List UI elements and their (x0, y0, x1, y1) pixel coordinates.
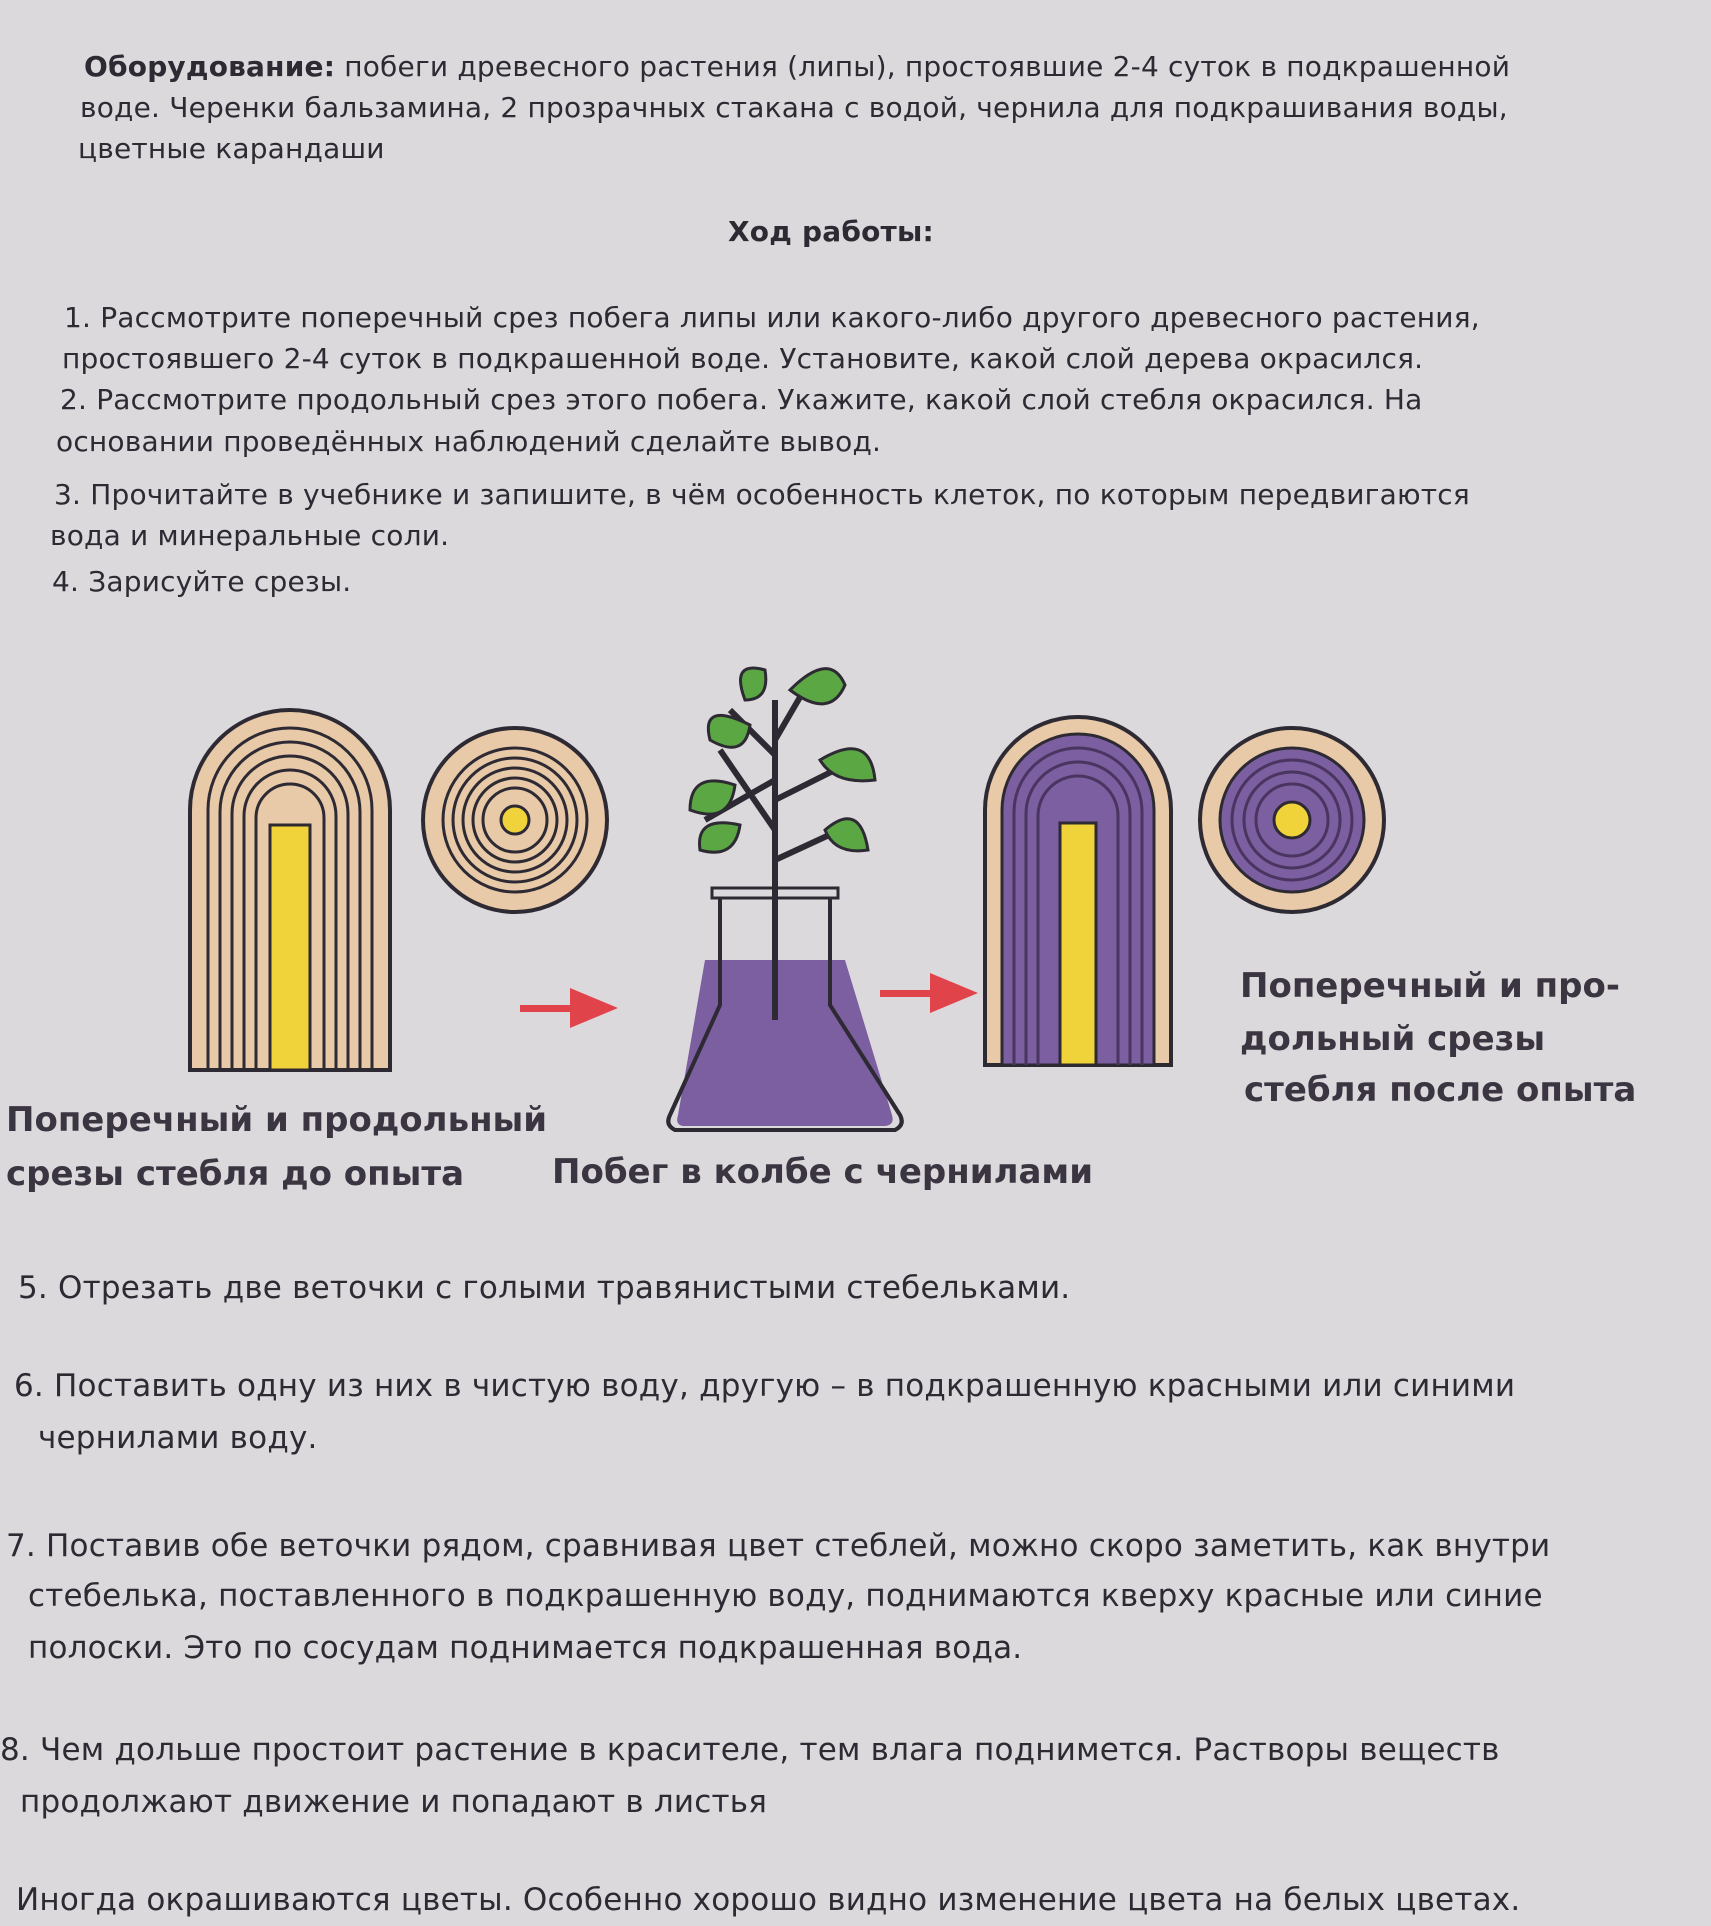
step-7-line-2: стебелька, поставленного в подкрашенную воду, поднимаются кверху красные или синие (28, 1578, 1543, 1614)
step-4: 4. Зарисуйте срезы. (52, 565, 352, 598)
step-2-line-2: основании проведённых наблюдений сделайте вывод. (56, 425, 882, 458)
cross-section-after (1200, 728, 1384, 912)
caption-before-line-2: срезы стебля до опыта (6, 1154, 465, 1194)
step-8-line-2: продолжают движение и попадают в листья (20, 1784, 768, 1820)
step-1-line-2: простоявшего 2-4 суток в подкрашенной воде. Установите, какой слой дерева окрасился. (62, 342, 1424, 375)
equipment-line-1 (84, 45, 1510, 89)
step-3-line-1: 3. Прочитайте в учебнике и запишите, в чём особенность клеток, по которым передвигаются (54, 478, 1470, 511)
equipment-label: Оборудование: (84, 50, 336, 83)
caption-after-line-1: Поперечный и про- (1240, 966, 1620, 1006)
equipment-text-1: побеги древесного растения (липы), простоявшие 2-4 суток в подкрашенной (344, 50, 1511, 83)
longitudinal-section-before (190, 710, 390, 1070)
step-6-line-1: 6. Поставить одну из них в чистую воду, другую – в подкрашенную красными или синими (14, 1368, 1516, 1404)
step-7-line-3: полоски. Это по сосудам поднимается подкрашенная вода. (28, 1630, 1023, 1666)
cross-section-before (423, 728, 607, 912)
page-heading: Ход работы: (728, 215, 934, 248)
equipment-line-3: цветные карандаши (78, 132, 385, 165)
step-9: Иногда окрашиваются цветы. Особенно хорошо видно изменение цвета на белых цветах. (16, 1882, 1521, 1918)
caption-after-line-2: дольный срезы (1240, 1019, 1546, 1059)
arrow-right-icon (520, 988, 618, 1028)
step-1-line-1: 1. Рассмотрите поперечный срез побега липы или какого-либо другого древесного растения, (64, 301, 1480, 334)
flask-with-shoot (668, 668, 901, 1130)
longitudinal-section-after (985, 717, 1171, 1065)
arrow-right-icon (880, 973, 978, 1013)
step-2-line-1: 2. Рассмотрите продольный срез этого побега. Укажите, какой слой стебля окрасился. На (60, 383, 1423, 416)
equipment-line-2: воде. Черенки бальзамина, 2 прозрачных стакана с водой, чернила для подкрашивания воды, (80, 91, 1508, 124)
step-3-line-2: вода и минеральные соли. (50, 519, 450, 552)
step-7-line-1: 7. Поставив обе веточки рядом, сравнивая цвет стеблей, можно скоро заметить, как внутри (6, 1528, 1551, 1564)
caption-flask: Побег в колбе с чернилами (552, 1152, 1094, 1192)
step-5: 5. Отрезать две веточки с голыми травянистыми стебельками. (18, 1270, 1071, 1306)
step-8-line-1: 8. Чем дольше простоит растение в красителе, тем влага поднимется. Растворы веществ (0, 1732, 1500, 1768)
caption-before-line-1: Поперечный и продольный (6, 1100, 548, 1140)
caption-after-line-3: стебля после опыта (1244, 1070, 1637, 1110)
step-6-line-2: чернилами воду. (38, 1420, 318, 1456)
